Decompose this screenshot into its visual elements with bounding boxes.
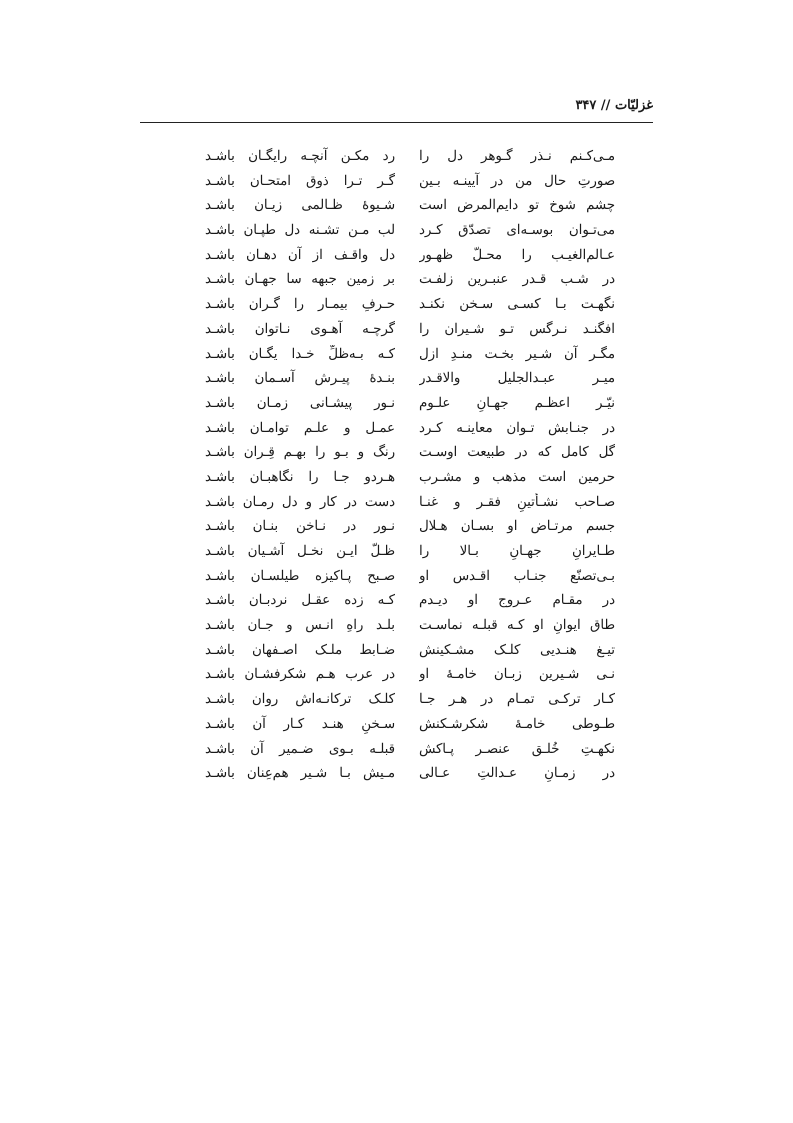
verse [205, 542, 615, 567]
hemistich-first: طـوطی خامـهٔ شکرشـکنش [419, 716, 615, 732]
hemistich-first: حرمین است مذهب و مشـرب [419, 469, 615, 485]
verse [205, 345, 615, 370]
verse [205, 690, 615, 715]
verse [205, 493, 615, 518]
verse [205, 196, 615, 221]
hemistich-second: بلـد راهِ انـس و جـان باشـد [205, 618, 395, 634]
hemistich-first: می‌تـوان بوسـه‌ای تصدّق کـرد [419, 223, 615, 239]
verse [205, 591, 615, 616]
hemistich-first: عـالم‌الغیـب را محـلّ ظهـور [419, 247, 615, 263]
hemistich-first: نکهـتِ خُلـق عنصـر پـاکش [419, 741, 615, 757]
hemistich-second: ظـلّ ایـن نخـل آشـیان باشـد [205, 544, 395, 559]
hemistich-second: عمـل و علـم توامـان باشـد [205, 420, 395, 436]
hemistich-first: جسم مرتـاض او بسـان هـلال [419, 519, 615, 535]
verse [205, 715, 615, 740]
hemistich-second: دست در کار و دل رمـان باشـد [205, 494, 395, 510]
hemistich-second: حـرفِ بیمـار را گـران باشـد [205, 297, 395, 313]
hemistich-second: دل واقـف از آن دهـان باشـد [205, 247, 395, 263]
verse [205, 641, 615, 666]
hemistich-first: کـار ترکـی تمـام در هـر جـا [419, 692, 615, 708]
running-header [140, 96, 653, 123]
hemistich-first: بـی‌تصنّع جنـاب اقـدس او [419, 568, 615, 584]
hemistich-first: طـایرانِ جهـانِ بـالا را [419, 544, 615, 559]
verse [205, 740, 615, 765]
verse [205, 221, 615, 246]
hemistich-second: لب مـن تشـنه دل طپـان باشـد [205, 223, 395, 239]
verse [205, 270, 615, 295]
ghazal-poem [205, 147, 615, 789]
hemistich-first: گل کامل که در طبیعت اوسـت [419, 445, 615, 461]
hemistich-first: چشم شوخ تو دایم‌المرض است [419, 198, 615, 214]
hemistich-first: نیّـر اعظـم جهـانِ علـوم [419, 395, 615, 411]
hemistich-first: میـر عبـدالجلیل والاقـدر [419, 371, 615, 387]
hemistich-first: در جنـابش تـوان معاینـه کـرد [419, 420, 615, 436]
hemistich-second: گـر تـرا ذوق امتحـان باشـد [205, 173, 395, 189]
verse [205, 616, 615, 641]
hemistich-first: تیـغ هنـدیی کلـک مشـکینش [419, 642, 615, 658]
header-title: غزلیّات // ۳۴۷ [575, 98, 653, 113]
hemistich-second: مـیش بـا شـیر هم‌عِنان باشـد [205, 766, 395, 782]
verse [205, 419, 615, 444]
hemistich-first: مگـر آن شـیر بخـت منـدِ ازل [419, 346, 615, 362]
hemistich-first: در مقـام عـروج او دیـدم [419, 593, 615, 609]
hemistich-first: صـاحب نشـأتینِ فقـر و غنـا [419, 494, 615, 510]
hemistich-first: طاق ایوانِ او کـه قبلـه نماسـت [419, 618, 615, 634]
hemistich-second: کلـک ترکانـه‌اش روان باشـد [205, 692, 395, 708]
verse [205, 246, 615, 271]
hemistich-second: نـور در نـاخن بنـان باشـد [205, 519, 395, 535]
hemistich-first: صورتِ حال من در آیینـه بـین [419, 173, 615, 189]
verse [205, 172, 615, 197]
hemistich-first: نـی شـیرین زبـان خامـهٔ او [419, 667, 615, 683]
hemistich-second: شـیوهٔ ظـالمی زیـان باشـد [205, 198, 395, 214]
verse [205, 147, 615, 172]
hemistich-second: در عرب هـم شکرفشـان باشـد [205, 667, 395, 683]
hemistich-second: ضـابط ملـک اصـفهان باشـد [205, 642, 395, 658]
hemistich-second: قبلـه بـوی ضـمیر آن باشـد [205, 741, 395, 757]
hemistich-second: رنگ و بـو را بهـم قِـران باشـد [205, 445, 395, 461]
hemistich-second: نـور پیشـانی زمـان باشـد [205, 395, 395, 411]
hemistich-second: بنـدهٔ پیـرش آسـمان باشـد [205, 371, 395, 387]
hemistich-second: کـه زده عقـل نردبـان باشـد [205, 593, 395, 609]
hemistich-second: گرچـه آهـوی نـاتوان باشـد [205, 321, 395, 337]
hemistich-second: سـخنِ هنـد کـار آن باشـد [205, 716, 395, 732]
hemistich-first: مـی‌کـنم نـذر گـوهر دل را [419, 149, 615, 164]
hemistich-second: صـبح پـاکیزه طیلسـان باشـد [205, 568, 395, 584]
hemistich-first: در شـب قـدر عنبـرین زلفـت [419, 272, 615, 288]
verse [205, 394, 615, 419]
verse [205, 665, 615, 690]
hemistich-second: بر زمین جبهه سا جهـان باشـد [205, 272, 395, 288]
hemistich-second: رد مکـن آنچـه رایگـان باشـد [205, 149, 395, 164]
hemistich-second: کـه بـه‌ظلِّ خـدا یگـان باشـد [205, 346, 395, 362]
verse [205, 468, 615, 493]
hemistich-second: هـردو جـا را نگاهبـان باشـد [205, 469, 395, 485]
hemistich-first: نگهـت بـا کسـی سـخن نکنـد [419, 297, 615, 313]
verse [205, 369, 615, 394]
verse [205, 517, 615, 542]
verse [205, 764, 615, 789]
verse [205, 443, 615, 468]
hemistich-first: افگنـد نـرگس تـو شـیران را [419, 321, 615, 337]
hemistich-first: در زمـانِ عـدالتِ عـالی [419, 766, 615, 782]
verse [205, 567, 615, 592]
verse [205, 295, 615, 320]
verse [205, 320, 615, 345]
